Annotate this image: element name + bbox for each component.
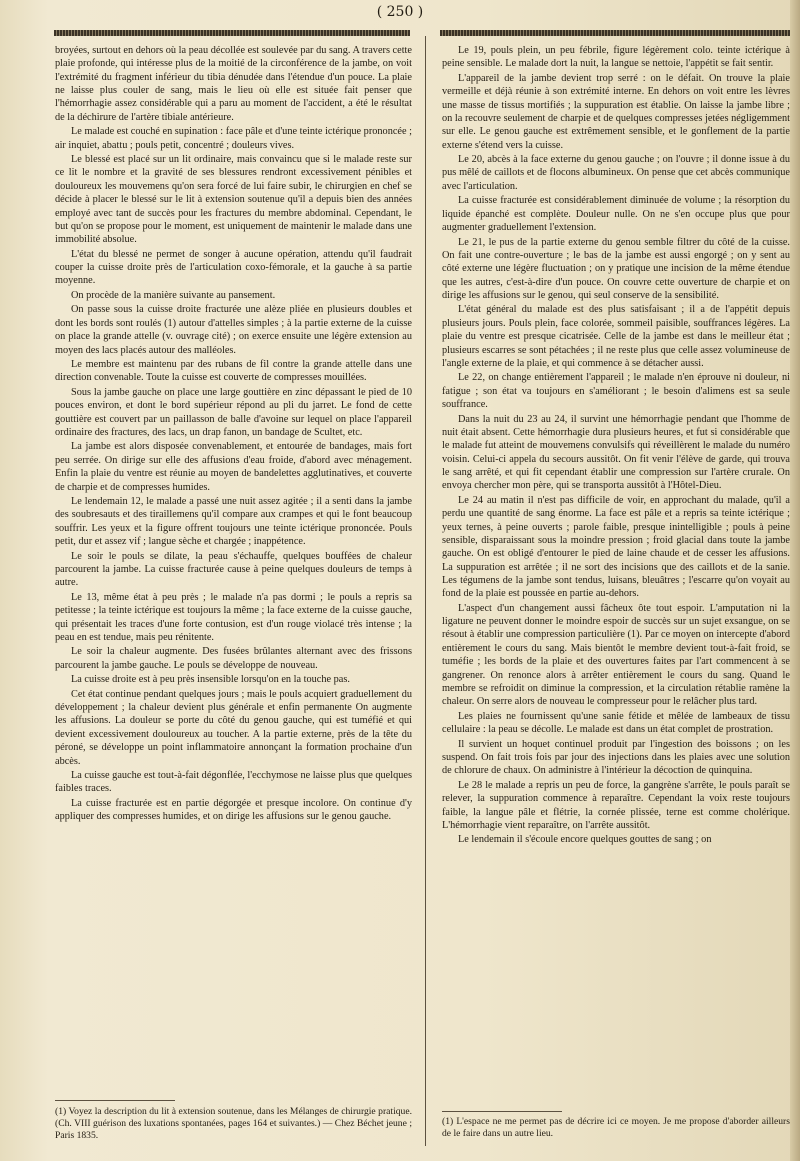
page-header [0, 4, 800, 26]
paragraph: broyées, surtout en dehors où la peau décollée est soulevée par du sang. A travers cette plaie profonde, qui intéresse plus de la moitié de la circonférence de la jambe, on voit l'extrémité du fragment inférieur du tibia dénudée dans l'étendue d'un pouce. La plaie ne laisse plus couler de sang, mais le lieu où elle est située fait penser que l'hémorrhagie assez considérable qui a paru au moment de l'accident, a été le résultat de la déchirure de l'artère tibiale antérieure. [55, 45, 412, 123]
paragraph: Le 20, abcès à la face externe du genou gauche ; on l'ouvre ; il donne issue à du pus mêlé de caillots et de flocons albumineux. On pense que cet abcès communique avec l'articulation. [442, 154, 790, 192]
paragraph: Les plaies ne fournissent qu'une sanie fétide et mêlée de lambeaux de tissu cellulaire : la peau se décolle. Le malade est dans un état complet de prostration. [442, 710, 790, 736]
right-column [442, 44, 790, 848]
paragraph: Le 24 au matin il n'est pas difficile de voir, en approchant du malade, qu'il a perdu une quantité de sang énorme. La face est pâle et a repris sa teinte ictérique ; yeux ternes, à peine ouverts ; parole faible, presque inintelligible ; pouls à peine sensible, disparaissant sous la moindre pression ; froid glacial dans toute la jambe gauche. On est obligé d'entourer le pied de laine chaude et de cesser les affusions. La suppuration est arrêtée ; il ne sort des incisions que des caillots et de la sanie. Les tégumens de la jambe sont tendus, luisans, bleuâtres ; l'escarre qu'on voyait au fond de la plaie est poussée en partie au-dehors. [442, 494, 790, 600]
paragraph: On procède de la manière suivante au pansement. [71, 289, 276, 301]
paragraph: Le 13, même état à peu près ; le malade n'a pas dormi ; le pouls a repris sa petitesse ; la teinte ictérique est toujours la même ; la face externe de la cuisse gauche, qui présentait les traces d'une forte contusion, est d'un rouge violacé très intense ; la peau en est tendue, mais peu rénitente. [55, 591, 412, 643]
paragraph: Le malade est couché en supination : face pâle et d'une teinte ictérique prononcée ; air inquiet, abattu ; pouls petit, concentré ; douleurs vives. [55, 126, 412, 151]
column-divider [425, 36, 426, 1146]
page-number: ( 250 ) [376, 4, 424, 20]
paragraph: Sous la jambe gauche on place une large gouttière en zinc dépassant le pied de 10 pouces environ, et dont le bord supérieur répond au pli du jarret. Le fond de cette gouttière est couvert par un paillasson de balle d'avoine sur lequel on place l'appareil ordinaire des fractures, des lacs, un drap fanon, un bandage de Scultet, etc. [55, 386, 412, 438]
header-rule-left [54, 30, 410, 36]
paragraph: L'état du blessé ne permet de songer à aucune opération, attendu qu'il faudrait couper la cuisse droite près de l'articulation coxo-fémorale, et la gauche à sa partie moyenne. [55, 248, 412, 287]
paragraph: Le lendemain il s'écoule encore quelques gouttes de sang ; on [458, 834, 712, 846]
footnote-rule-left [55, 1100, 175, 1101]
paragraph: Le membre est maintenu par des rubans de fil contre la grande attelle dans une direction convenable. Toute la cuisse est couverte de compresses mouillées. [55, 359, 412, 384]
paragraph: L'appareil de la jambe devient trop serré : on le défait. On trouve la plaie vermeille et déjà réunie à son extrémité interne. En dehors on voit entre les lèvres une masse de tissus mortifiés ; la suppuration est établie. On laisse la jambe libre ; on la recouvre seulement de charpie et de quelques compresses jetées négligemment sur elle. Le genou gauche est extrêmement sensible, et le gonflement de la partie externe s'étend vers la cuisse. [442, 72, 790, 151]
paragraph: Le 28 le malade a repris un peu de force, la gangrène s'arrête, le pouls paraît se relever, la suppuration commence à reparaître. Cependant la voix reste toujours faible, la langue pâle et flétrie, la cornée plissée, terne est comme cholérique. L'hémorrhagie vient reparaître, on l'arrête aussitôt. [442, 779, 790, 831]
paragraph: L'aspect d'un changement aussi fâcheux ôte tout espoir. L'amputation ni la ligature ne peuvent donner le moindre espoir de succès sur un sujet exsangue, on se résout à établir une compression particulière (1). Par ce moyen on intercepte d'abord entièrement le cours du sang. Mais bientôt le membre devient tout-à-fait froid, se tuméfie ; les bords de la plaie et des ouvertures faites par l'art commencent à se gangrener. On renonce alors à arrêter entièrement le cours du sang. Quand le membre se refroidit on diminue la compression, et la circulation rétablie ramène la chaleur. On serre alors de nouveau le compresseur pour le relâcher plus tard. [442, 602, 790, 708]
header-rule-right [440, 30, 792, 36]
footnote-left: (1) Voyez la description du lit à extension soutenue, dans les Mélanges de chirurgie pratique. (Ch. VIII guérison des luxations spontanées, pages 164 et suivantes.) — Chez Béchet jeune ; Paris 1835. [55, 1106, 412, 1141]
paragraph: Dans la nuit du 23 au 24, il survint une hémorrhagie pendant que l'homme de nuit était absent. Cette hémorrhagie dura plusieurs heures, et fut si considérable que le malade fut atteint de mouvemens convulsifs qui réveillèrent le malade du numéro voisin. Celui-ci appela du secours aussitôt. On fit venir l'élève de garde, qui trouva le sang arrêté, et qui fit cependant établir une compression sur l'artère crurale. On envoya chercher mon père, qui se transporta aussitôt à l'Hôtel-Dieu. [442, 413, 790, 492]
footnote-right: (1) L'espace ne me permet pas de décrire ici ce moyen. Je me propose d'aborder ailleurs de le faire dans un autre lieu. [442, 1116, 790, 1139]
paragraph: Le 19, pouls plein, un peu fébrile, figure légèrement colo. teinte ictérique à peine sensible. Le malade dort la nuit, la langue se nettoie, l'appétit se fait sentir. [442, 45, 790, 70]
paragraph: Le 22, on change entièrement l'appareil ; le malade n'en éprouve ni douleur, ni fatigue ; son état va toujours en s'améliorant ; le besoin d'alimens est sa seule souffrance. [442, 372, 790, 411]
paragraph: Le soir le pouls se dilate, la peau s'échauffe, quelques bouffées de chaleur parcourent la jambe. La cuisse fracturée cause à peine quelques douleurs de temps à autre. [55, 550, 412, 589]
paragraph: Cet état continue pendant quelques jours ; mais le pouls acquiert graduellement du développement ; la chaleur devient plus générale et enfin permanente On augmente les affusions. La douleur se porte du côté du genou gauche, qui est tuméfié et qui devient excessivement douloureux au toucher. A la partie externe, près de la tête du péroné, se développe un point inflammatoire annonçant la formation prochaine d'un abcès. [55, 688, 412, 767]
paragraph: L'état général du malade est des plus satisfaisant ; il a de l'appétit depuis plusieurs jours. Pouls plein, face colorée, sommeil paisible, souffrances légères. La plaie du ventre est presque cicatrisée. Celle de la jambe est dans le meilleur état ; plusieurs escarres se sont pétachées ; il ne reste plus que celle assez volumineuse de l'angle externe de la plaie, et qui commence à se détacher aussi. [442, 304, 790, 369]
paragraph: La cuisse fracturée est en partie dégorgée et presque incolore. On continue d'y appliquer des compresses humides, et on dirige les affusions sur le genou gauche. [55, 797, 412, 823]
paragraph: La cuisse fracturée est considérablement diminuée de volume ; la résorption du liquide épanché est complète. Douleur nulle. On ne s'en occupe plus que pour augmenter graduellement l'extension. [442, 195, 790, 234]
paragraph: Le soir la chaleur augmente. Des fusées brûlantes alternant avec des frissons parcourent la jambe gauche. Le pouls se développe de nouveau. [55, 646, 412, 671]
paragraph: Le blessé est placé sur un lit ordinaire, mais convaincu que si le malade reste sur ce lit le nombre et la gravité de ses blessures rendront excessivement pénibles et douloureux les mouvemens qu'on sera forcé de lui faire subir, le chirurgien en chef se décide à placer le blessé sur le lit à extension soutenue qu'il a depuis bien des années employé avec tant de succès pour les fractures du membre abdominal. Cependant, le but qu'on se propose pour le moment, est uniquement de maintenir le malade dans une immobilité absolue. [55, 154, 412, 246]
paragraph: Il survient un hoquet continuel produit par l'ingestion des boissons ; on les suspend. On fait trois fois par jour des injections dans les plaies avec une solution de chlorure de chaux. On administre à l'intérieur la décoction de quinquina. [442, 738, 790, 777]
left-column [55, 44, 412, 825]
paragraph: La cuisse gauche est tout-à-fait dégonflée, l'ecchymose ne laisse plus que quelques faibles traces. [55, 770, 412, 795]
paragraph: On passe sous la cuisse droite fracturée une alèze pliée en plusieurs doubles et dont les bords sont roulés (1) autour d'attelles simples ; à la partie externe de la cuisse on place la grande attelle (v. ouvrage cité) ; on exerce ensuite une légère extension au moyen des lacs placés autour des malléoles. [55, 304, 412, 356]
paragraph: Le 21, le pus de la partie externe du genou semble filtrer du côté de la cuisse. On fait une contre-ouverture ; le bas de la jambe est aussi engorgé ; on y sent au côté externe une légère fluctuation ; on y pratique une incision de la même étendue que les autres, c'est-à-dire d'un pouce. On couvre cette ouverture de charpie et on dirige les affusions sur le genou, qui seul conserve de la sensibilité. [442, 236, 790, 301]
paragraph: Le lendemain 12, le malade a passé une nuit assez agitée ; il a senti dans la jambe des soubresauts et des tiraillemens qu'il compare aux crampes et qui le font beaucoup souffrir. Les yeux et la figure offrent toujours une teinte ictérique prononcée. Pouls petit, dur et assez vif ; langue sèche et chargée ; inappétence. [55, 496, 412, 548]
page-edge [790, 0, 800, 1161]
paragraph: La jambe est alors disposée convenablement, et entourée de bandages, mais fort peu serrée. On dirige sur elle des affusions d'eau froide, d'abord avec ménagement. Enfin la plaie du ventre est réunie au moyen de bandelettes agglutinatives, et couverte de charpie et de compresses humides. [55, 441, 412, 493]
paragraph: La cuisse droite est à peu près insensible lorsqu'on en la touche pas. [71, 674, 350, 686]
footnote-rule-right [442, 1111, 562, 1112]
